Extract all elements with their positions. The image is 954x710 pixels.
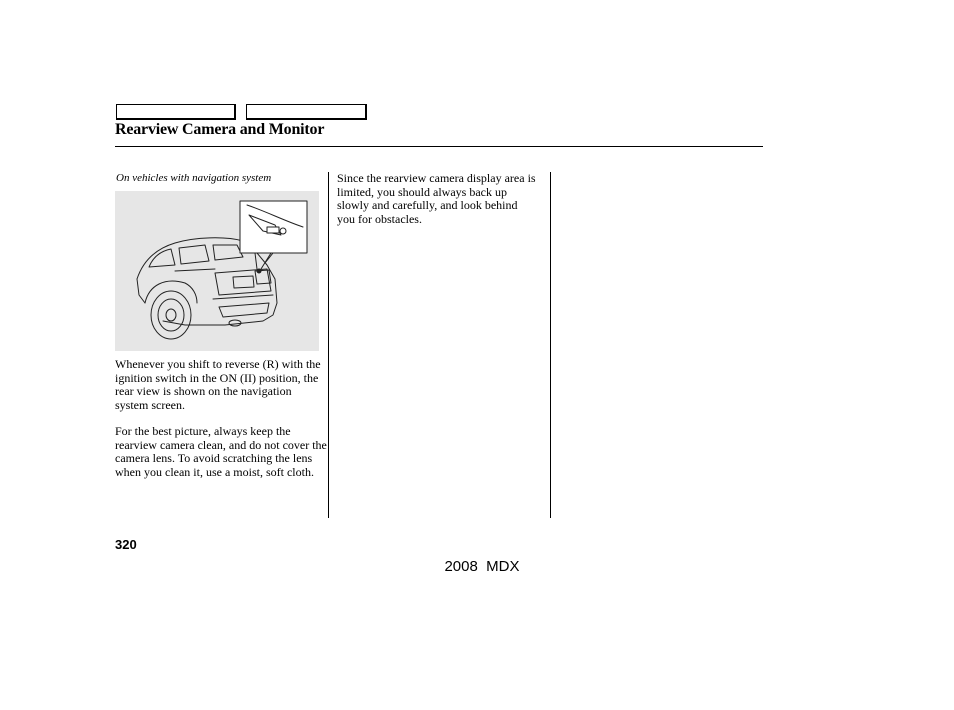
header-tab-box-1	[116, 104, 236, 120]
display-area-paragraph	[337, 172, 537, 226]
page-title: Rearview Camera and Monitor	[115, 121, 325, 138]
header-tab-box-2	[246, 104, 367, 120]
footer-model-label: 2008 MDX	[444, 558, 520, 575]
title-divider	[115, 146, 763, 147]
suv-rear-camera-drawing	[115, 191, 319, 351]
paragraph-text: Whenever you shift to reverse (R) with the ignition switch in the ON (II) position, the rear view is shown on the navigation system screen.	[115, 357, 321, 412]
page-number: 320	[115, 537, 137, 552]
illustration-caption: On vehicles with navigation system	[116, 172, 272, 184]
rearview-camera-illustration	[115, 191, 319, 351]
paragraph-text: For the best picture, always keep the rearview camera clean, and do not cover the camera lens. To avoid scratching the lens when you clean it, use a moist, soft cloth.	[115, 424, 327, 479]
paragraph-text: Since the rearview camera display area is limited, you should always back up slowly and carefully, and look behind you for obstacles.	[337, 171, 536, 226]
camera-cleaning-paragraph	[115, 425, 327, 479]
column-divider-2	[550, 172, 551, 518]
shift-reverse-paragraph	[115, 358, 327, 412]
column-divider-1	[328, 172, 329, 518]
